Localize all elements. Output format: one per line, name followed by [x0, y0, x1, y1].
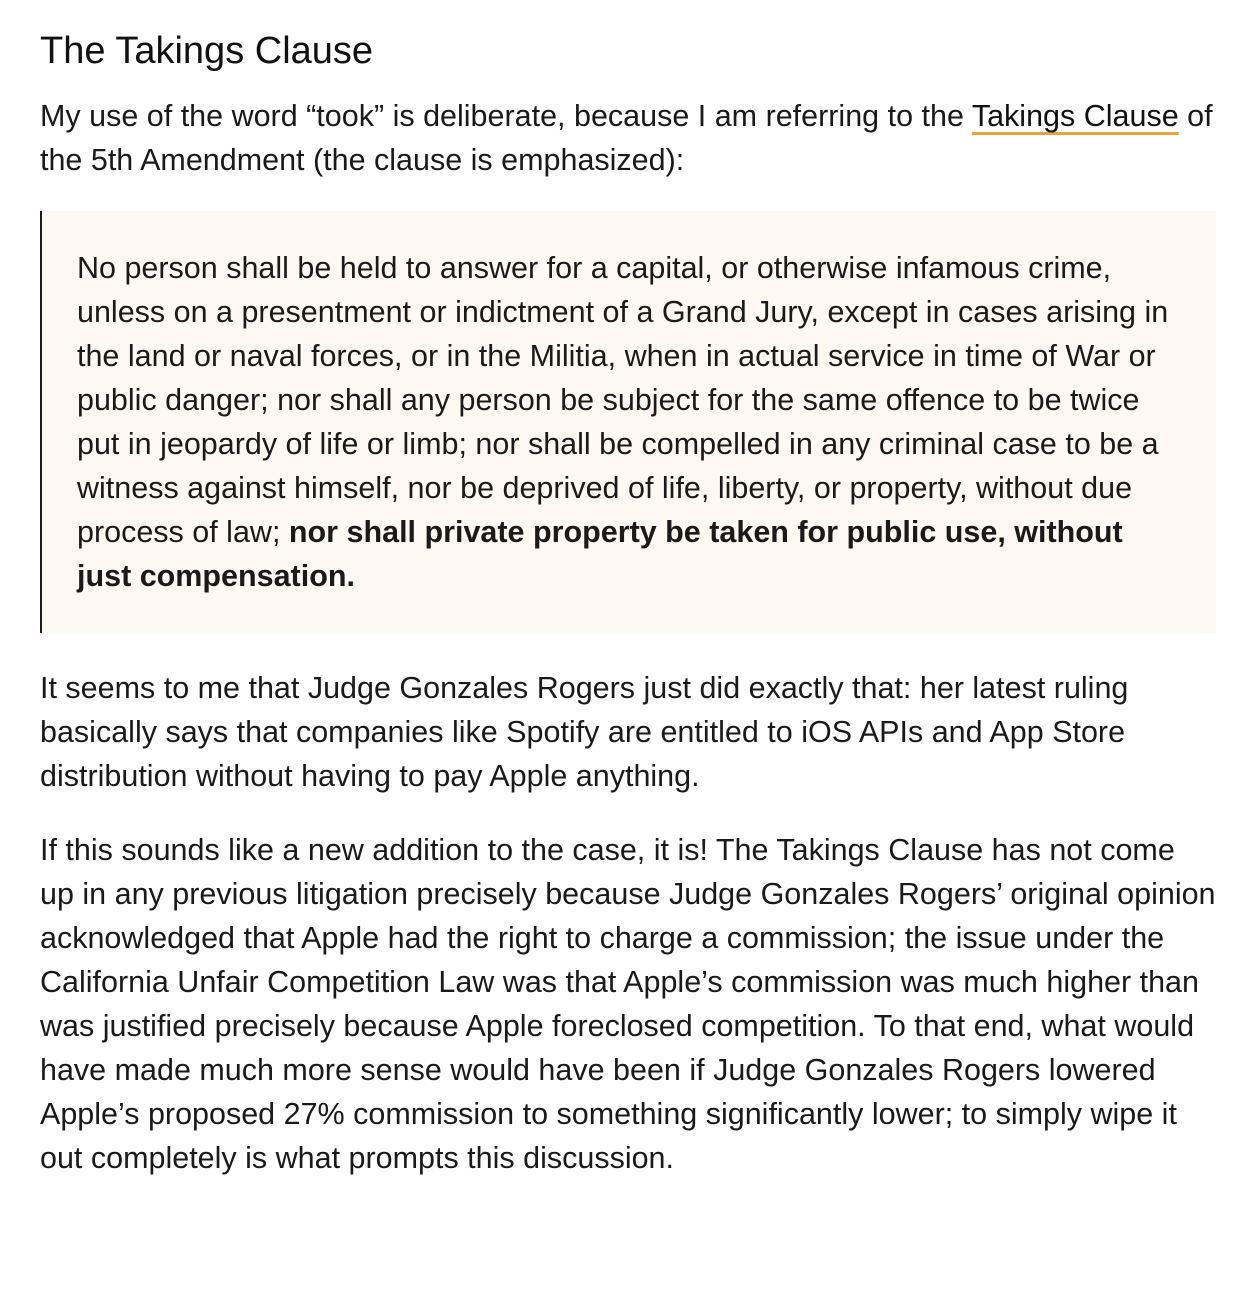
quote-plain-text: No person shall be held to answer for a capital, or otherwise infamous crime, unless on a presentment or indictment of a Grand Jury, except in cases arising in the land or naval forces, or in the Militia, when in actual service in time of War or public danger; nor shall any person be subject for the same offence to be twice put in jeopardy of life or limb; nor shall be compelled in any criminal case to be a witness against himself, nor be deprived of life, liberty, or property, without due process of law; [77, 251, 1169, 549]
intro-text-before-link: My use of the word “took” is deliberate, because I am referring to the [40, 99, 972, 133]
intro-text-after-link: of the 5th Amendment (the clause is emphasized): [40, 99, 1213, 177]
intro-paragraph [40, 94, 1216, 182]
amendment-quote [40, 211, 1216, 633]
quote-emphasized-clause: nor shall private property be taken for public use, without just compensation. [77, 515, 1123, 593]
section-heading: The Takings Clause [40, 30, 374, 72]
ruling-paragraph: It seems to me that Judge Gonzales Rogers just did exactly that: her latest ruling basically says that companies like Spotify are entitled to iOS APIs and App Store distribution without having to pay Apple anything. [40, 671, 1129, 793]
addition-paragraph: If this sounds like a new addition to the case, it is! The Takings Clause has not come up in any previous litigation precisely because Judge Gonzales Rogers’ original opinion acknowledged that Apple had the right to charge a commission; the issue under the California Unfair Competition Law was that Apple’s commission was much higher than was justified precisely because Apple foreclosed competition. To that end, what would have made much more sense would have been if Judge Gonzales Rogers lowered Apple’s proposed 27% commission to something significantly lower; to simply wipe it out completely is what prompts this discussion. [40, 833, 1216, 1175]
quote-paragraph [77, 246, 1176, 598]
takings-clause-link[interactable]: Takings Clause [971, 99, 1179, 133]
